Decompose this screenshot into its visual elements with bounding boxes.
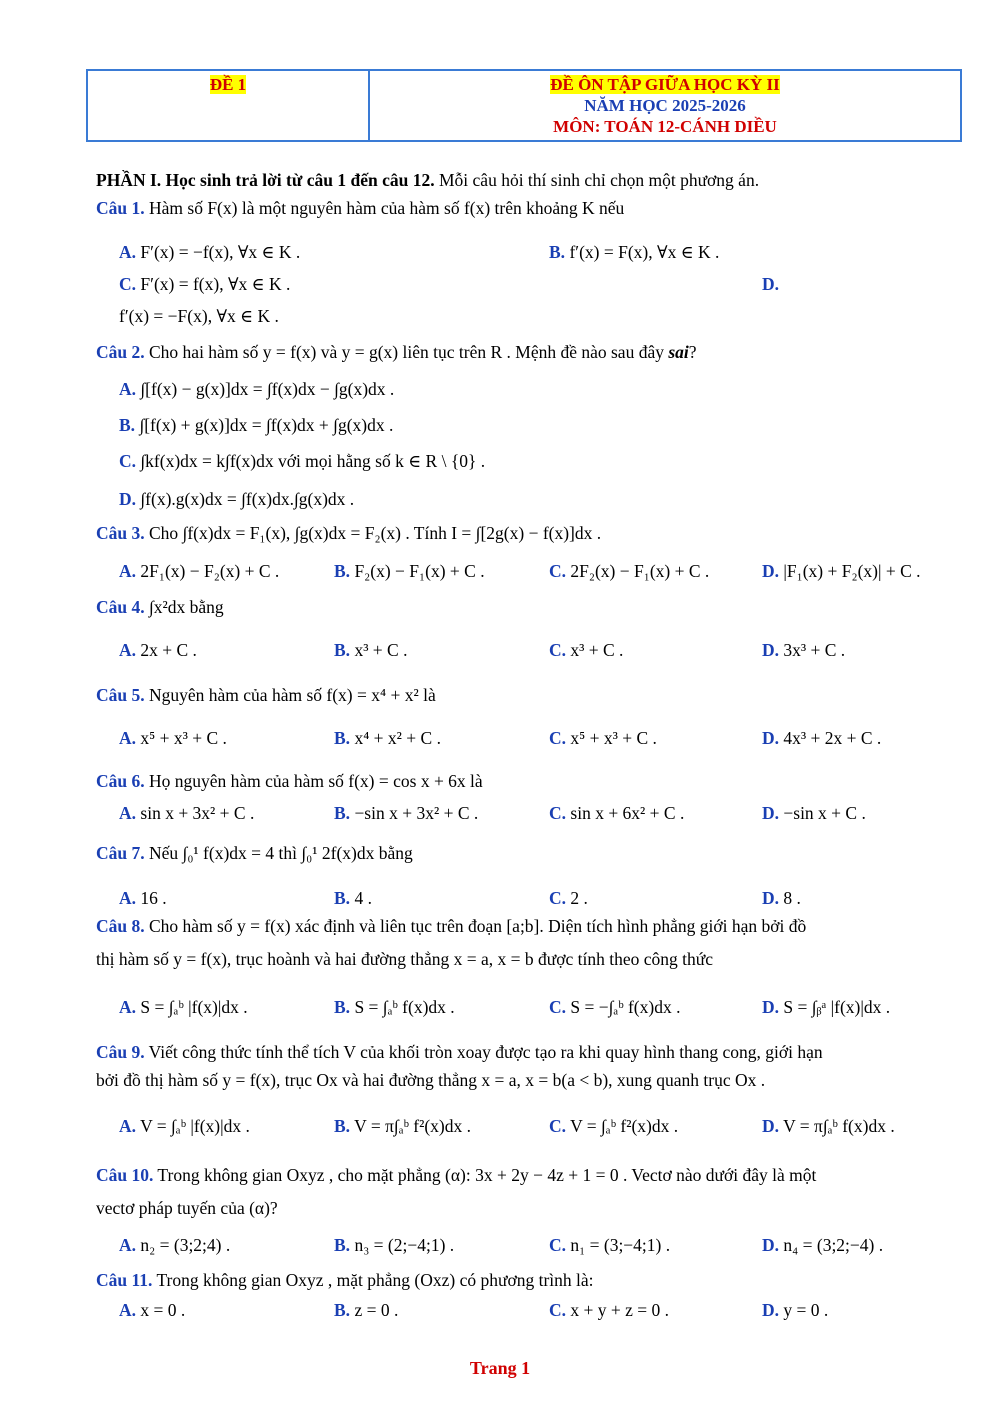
- option-text: S = ∫ₐᵇ f(x)dx .: [350, 997, 455, 1017]
- question-text: Hàm số F(x) là một nguyên hàm của hàm số f(x) trên khoảng K nếu: [144, 198, 625, 218]
- question-text-cont: bởi đồ thị hàm số y = f(x), trục Ox và hai đường thẳng x = a, x = b(a < b), xung quanh trục Ox .: [96, 1070, 766, 1090]
- option-text: sin x + 6x² + C .: [566, 803, 685, 823]
- option-key: D.: [762, 1235, 780, 1255]
- option-text: n₃ = (2;−4;1) .: [350, 1235, 455, 1255]
- option-text: V = π∫ₐᵇ f²(x)dx .: [350, 1116, 471, 1136]
- option-key: A.: [119, 379, 137, 399]
- question-label: Câu 2.: [96, 342, 145, 362]
- option-9-b: [334, 1114, 471, 1138]
- option-key: B.: [334, 888, 351, 908]
- question-label: Câu 8.: [96, 916, 145, 936]
- option-key: B.: [334, 728, 351, 748]
- option-8-c: [549, 995, 680, 1019]
- option-text: 8 .: [779, 888, 801, 908]
- page-number: Trang 1: [469, 1358, 531, 1378]
- option-11-d: [762, 1298, 828, 1322]
- option-key: C.: [119, 274, 137, 294]
- option-text: ∫f(x).g(x)dx = ∫f(x)dx.∫g(x)dx .: [136, 489, 355, 509]
- question-8-cont: [96, 947, 713, 971]
- question-label: Câu 9.: [96, 1042, 145, 1062]
- option-10-a: [119, 1233, 230, 1257]
- option-key: D.: [762, 561, 780, 581]
- option-2-c: [119, 449, 485, 473]
- question-10: [96, 1163, 816, 1187]
- question-text: Trong không gian Oxyz , cho mặt phẳng (α): 3x + 2y − 4z + 1 = 0 . Vectơ nào dưới đây là một: [153, 1165, 817, 1185]
- option-6-c: [549, 801, 684, 825]
- question-text: Nguyên hàm của hàm số f(x) = x⁴ + x² là: [144, 685, 436, 705]
- option-key: D.: [762, 997, 780, 1017]
- question-label: Câu 5.: [96, 685, 145, 705]
- option-text: y = 0 .: [779, 1300, 829, 1320]
- option-text: 2 .: [566, 888, 588, 908]
- question-7: [96, 841, 413, 865]
- question-text: Họ nguyên hàm của hàm số f(x) = cos x + 6x là: [144, 771, 483, 791]
- option-9-a: [119, 1114, 250, 1138]
- part-title: PHẦN I. Học sinh trả lời từ câu 1 đến câu 12.: [96, 170, 435, 190]
- option-key: C.: [549, 1235, 567, 1255]
- option-text: S = ∫ᵦᵃ |f(x)|dx .: [779, 997, 891, 1017]
- option-key: B.: [334, 1116, 351, 1136]
- option-2-a: [119, 377, 394, 401]
- option-key: A.: [119, 1235, 137, 1255]
- question-label: Câu 1.: [96, 198, 145, 218]
- option-text: z = 0 .: [350, 1300, 399, 1320]
- question-text: Viết công thức tính thể tích V của khối tròn xoay được tạo ra khi quay hình thang cong, giới hạn: [144, 1042, 823, 1062]
- option-1-d-cont: [119, 304, 279, 328]
- option-text: x⁴ + x² + C .: [350, 728, 441, 748]
- option-key: C.: [549, 640, 567, 660]
- option-text: F′(x) = f(x), ∀x ∈ K .: [136, 274, 291, 294]
- option-6-d: [762, 801, 866, 825]
- option-6-a: [119, 801, 254, 825]
- option-1-c: [119, 272, 290, 296]
- option-key: B.: [334, 997, 351, 1017]
- question-text: Trong không gian Oxyz , mặt phẳng (Oxz) có phương trình là:: [152, 1270, 594, 1290]
- question-text-cont: vectơ pháp tuyến của (α)?: [96, 1198, 278, 1218]
- option-key: A.: [119, 1116, 137, 1136]
- option-key: B.: [334, 561, 351, 581]
- option-key: D.: [762, 1300, 780, 1320]
- question-emphasis: sai: [668, 342, 689, 362]
- option-3-b: [334, 559, 485, 583]
- option-5-b: [334, 726, 441, 750]
- option-text: 2x + C .: [136, 640, 197, 660]
- option-text: n₂ = (3;2;4) .: [136, 1235, 231, 1255]
- option-6-b: [334, 801, 478, 825]
- option-text: 3x³ + C .: [779, 640, 846, 660]
- option-1-d: [762, 272, 779, 296]
- option-key: C.: [549, 888, 567, 908]
- option-key: A.: [119, 728, 137, 748]
- question-5: [96, 683, 436, 707]
- option-4-c: [549, 638, 623, 662]
- option-text: 4 .: [350, 888, 372, 908]
- option-text: S = −∫ₐᵇ f(x)dx .: [566, 997, 681, 1017]
- option-text: x³ + C .: [566, 640, 624, 660]
- question-tail: ?: [688, 342, 697, 362]
- option-key: A.: [119, 561, 137, 581]
- option-text: ∫[f(x) + g(x)]dx = ∫f(x)dx + ∫g(x)dx .: [135, 415, 394, 435]
- exam-title-cell: [370, 71, 960, 140]
- exam-header: [86, 69, 962, 142]
- option-4-d: [762, 638, 845, 662]
- subject: MÔN: TOÁN 12-CÁNH DIỀU: [553, 117, 777, 136]
- option-text: ∫[f(x) − g(x)]dx = ∫f(x)dx − ∫g(x)dx .: [136, 379, 395, 399]
- question-label: Câu 7.: [96, 843, 145, 863]
- exam-code: ĐỀ 1: [209, 75, 247, 94]
- option-text: F′(x) = −f(x), ∀x ∈ K .: [136, 242, 301, 262]
- option-key: B.: [334, 640, 351, 660]
- option-7-c: [549, 886, 588, 910]
- option-text: x³ + C .: [350, 640, 408, 660]
- option-text: f′(x) = F(x), ∀x ∈ K .: [565, 242, 720, 262]
- question-9: [96, 1040, 823, 1064]
- option-8-a: [119, 995, 248, 1019]
- option-text: V = ∫ₐᵇ |f(x)|dx .: [136, 1116, 250, 1136]
- option-5-c: [549, 726, 657, 750]
- option-text: x = 0 .: [136, 1300, 186, 1320]
- option-key: A.: [119, 640, 137, 660]
- option-5-a: [119, 726, 227, 750]
- question-label: Câu 6.: [96, 771, 145, 791]
- option-10-d: [762, 1233, 883, 1257]
- exam-code-cell: [88, 71, 370, 140]
- option-text: −sin x + C .: [779, 803, 866, 823]
- option-1-b: [549, 240, 719, 264]
- option-key: A.: [119, 888, 137, 908]
- question-text: Cho hai hàm số y = f(x) và y = g(x) liên tục trên R . Mệnh đề nào sau đây: [144, 342, 669, 362]
- option-9-d: [762, 1114, 895, 1138]
- option-3-c: [549, 559, 709, 583]
- option-text: S = ∫ₐᵇ |f(x)|dx .: [136, 997, 248, 1017]
- question-text: Cho hàm số y = f(x) xác định và liên tục trên đoạn [a;b]. Diện tích hình phẳng giới hạn bởi đồ: [144, 916, 807, 936]
- question-label: Câu 11.: [96, 1270, 153, 1290]
- option-8-b: [334, 995, 455, 1019]
- question-2: [96, 340, 697, 364]
- option-key: A.: [119, 242, 137, 262]
- option-text: x⁵ + x³ + C .: [566, 728, 657, 748]
- school-year: NĂM HỌC 2025-2026: [584, 96, 746, 115]
- question-label: Câu 4.: [96, 597, 145, 617]
- option-key: C.: [119, 451, 137, 471]
- question-text: Cho ∫f(x)dx = F₁(x), ∫g(x)dx = F₂(x) . Tính I = ∫[2g(x) − f(x)]dx .: [144, 523, 602, 543]
- option-key: B.: [334, 803, 351, 823]
- question-6: [96, 769, 483, 793]
- option-text: x + y + z = 0 .: [566, 1300, 670, 1320]
- option-key: A.: [119, 997, 137, 1017]
- exam-title: ĐỀ ÔN TẬP GIỮA HỌC KỲ II: [550, 75, 780, 94]
- option-key: C.: [549, 728, 567, 748]
- question-1: [96, 196, 624, 220]
- option-key: D.: [762, 274, 780, 294]
- option-text: 16 .: [136, 888, 167, 908]
- option-key: B.: [334, 1235, 351, 1255]
- option-key: C.: [549, 561, 567, 581]
- option-key: A.: [119, 803, 137, 823]
- question-4: [96, 595, 224, 619]
- option-key: D.: [762, 888, 780, 908]
- option-key: D.: [762, 728, 780, 748]
- option-text: 2F₁(x) − F₂(x) + C .: [136, 561, 280, 581]
- option-text: ∫kf(x)dx = k∫f(x)dx với mọi hằng số k ∈ R \ {0} .: [136, 451, 486, 471]
- option-3-d: [762, 559, 921, 583]
- option-4-b: [334, 638, 407, 662]
- option-text: 4x³ + 2x + C .: [779, 728, 882, 748]
- option-2-b: [119, 413, 393, 437]
- question-label: Câu 3.: [96, 523, 145, 543]
- option-key: D.: [762, 1116, 780, 1136]
- option-8-d: [762, 995, 890, 1019]
- option-key: C.: [549, 1300, 567, 1320]
- option-key: C.: [549, 803, 567, 823]
- option-10-c: [549, 1233, 670, 1257]
- option-text: −sin x + 3x² + C .: [350, 803, 479, 823]
- option-7-a: [119, 886, 167, 910]
- option-9-c: [549, 1114, 678, 1138]
- option-key: B.: [119, 415, 136, 435]
- option-text: n₁ = (3;−4;1) .: [566, 1235, 671, 1255]
- option-key: C.: [549, 1116, 567, 1136]
- option-7-b: [334, 886, 372, 910]
- option-text: |F₁(x) + F₂(x)| + C .: [779, 561, 921, 581]
- option-text: V = π∫ₐᵇ f(x)dx .: [779, 1116, 895, 1136]
- option-text-cont: f′(x) = −F(x), ∀x ∈ K .: [119, 306, 279, 326]
- option-7-d: [762, 886, 801, 910]
- option-key: A.: [119, 1300, 137, 1320]
- option-3-a: [119, 559, 279, 583]
- part-heading: [96, 168, 759, 192]
- question-text: Nếu ∫₀¹ f(x)dx = 4 thì ∫₀¹ 2f(x)dx bằng: [144, 843, 413, 863]
- option-10-b: [334, 1233, 454, 1257]
- question-3: [96, 521, 601, 545]
- option-text: x⁵ + x³ + C .: [136, 728, 227, 748]
- option-key: D.: [119, 489, 137, 509]
- question-text-cont: thị hàm số y = f(x), trục hoành và hai đường thẳng x = a, x = b được tính theo công thức: [96, 949, 714, 969]
- option-text: sin x + 3x² + C .: [136, 803, 255, 823]
- option-key: D.: [762, 640, 780, 660]
- question-text: ∫x²dx bằng: [144, 597, 224, 617]
- option-5-d: [762, 726, 881, 750]
- option-text: n₄ = (3;2;−4) .: [779, 1235, 884, 1255]
- option-1-a: [119, 240, 300, 264]
- option-key: B.: [334, 1300, 351, 1320]
- question-11: [96, 1268, 594, 1292]
- question-10-cont: [96, 1196, 278, 1220]
- question-9-cont: [96, 1068, 765, 1092]
- option-11-b: [334, 1298, 398, 1322]
- option-text: 2F₂(x) − F₁(x) + C .: [566, 561, 710, 581]
- option-key: B.: [549, 242, 566, 262]
- option-key: C.: [549, 997, 567, 1017]
- option-text: V = ∫ₐᵇ f²(x)dx .: [566, 1116, 679, 1136]
- option-2-d: [119, 487, 354, 511]
- option-11-a: [119, 1298, 185, 1322]
- option-text: F₂(x) − F₁(x) + C .: [350, 561, 485, 581]
- question-label: Câu 10.: [96, 1165, 154, 1185]
- option-11-c: [549, 1298, 669, 1322]
- question-8: [96, 914, 806, 938]
- part-instruction: Mỗi câu hỏi thí sinh chỉ chọn một phương án.: [434, 170, 760, 190]
- option-key: D.: [762, 803, 780, 823]
- option-4-a: [119, 638, 197, 662]
